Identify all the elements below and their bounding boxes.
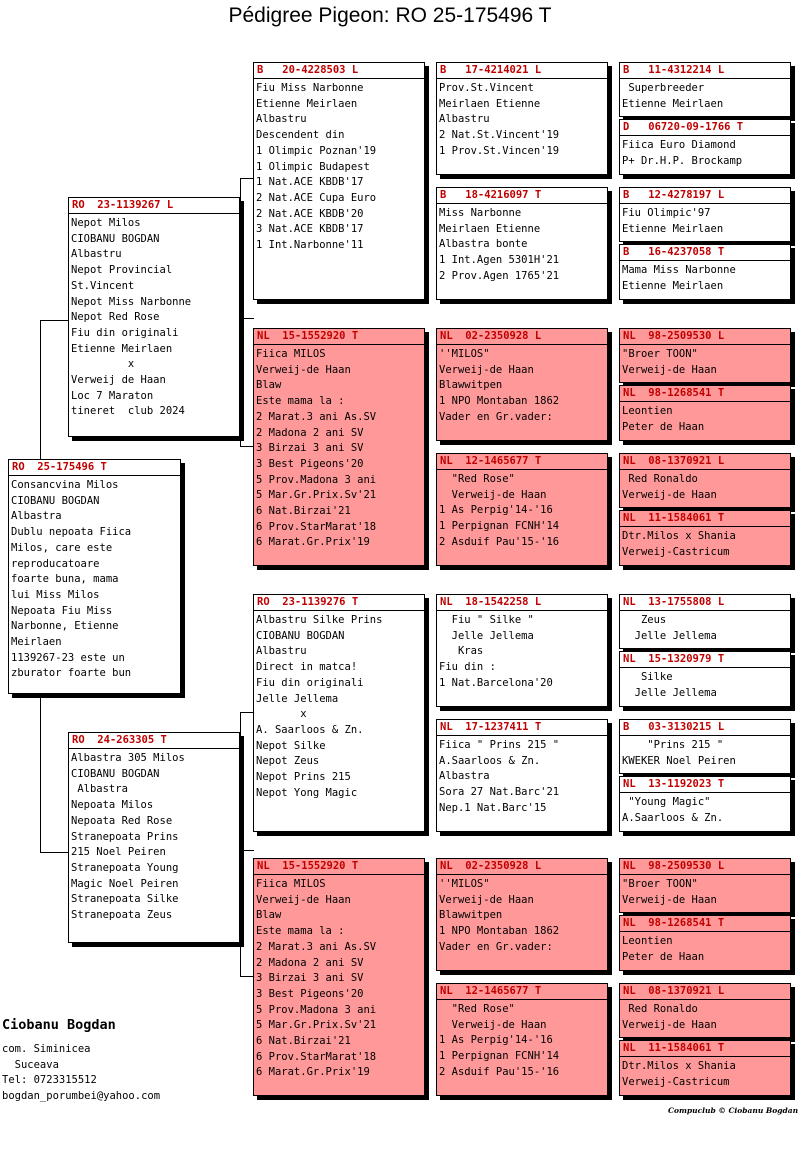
pigeon-gen5 <box>619 776 791 832</box>
pigeon-info-line: Consancvina Milos <box>11 479 119 491</box>
owner-email[interactable]: bogdan_porumbei@yahoo.com <box>2 1089 161 1102</box>
pigeon-info-line: Dtr.Milos x Shania <box>622 1060 736 1072</box>
pigeon-info-line: CIOBANU BOGDAN <box>71 767 160 780</box>
pigeon-details <box>620 206 790 237</box>
pigeon-info-line: Verweij-Castricum <box>622 1075 730 1088</box>
ring-number: NL 12-1465677 T <box>437 454 607 470</box>
pigeon-info-line: Etienne Meirlaen <box>256 97 358 110</box>
pigeon-info-line: Verweij-de Haan <box>439 893 534 906</box>
pigeon-info-line: 6 Marat.Gr.Prix'19 <box>256 1066 370 1079</box>
pigeon-info-line: Leontien <box>622 405 673 417</box>
pigeon-details <box>437 738 607 817</box>
pigeon-gen5 <box>619 187 791 242</box>
pigeon-info-line: reproducatoare <box>11 557 100 570</box>
pigeon-info-line: 5 Mar.Gr.Prix.Sv'21 <box>256 1019 377 1032</box>
pigeon-info-line: Albastra <box>439 770 490 783</box>
pigeon-info-line: 5 Prov.Madona 3 ani <box>256 1003 377 1016</box>
pigeon-details <box>254 613 424 801</box>
pigeon-info-line: Albastru <box>439 113 490 126</box>
pigeon-info-line: Meirlaen Etienne <box>439 222 541 235</box>
pigeon-info-line: 5 Mar.Gr.Prix.Sv'21 <box>256 489 377 502</box>
pigeon-details <box>437 206 607 285</box>
pigeon-info-line: St.Vincent <box>71 279 135 292</box>
pigeon-gen5 <box>619 453 791 508</box>
pigeon-info-line: 6 Prov.StarMarat'18 <box>256 520 377 533</box>
pigeon-info-line: 1 Perpignan FCNH'14 <box>439 1050 560 1063</box>
pigeon-info-line: Leontien <box>622 935 673 947</box>
pigeon-info-line: 2 Asduif Pau'15-'16 <box>439 1065 560 1078</box>
pigeon-info-line: "Prins 215 " <box>622 739 724 751</box>
pigeon-info-line: Verweij-de Haan <box>439 363 534 376</box>
pigeon-info-line: Nepot Prins 215 <box>256 771 351 784</box>
ring-number: NL 98-2509530 L <box>620 859 790 875</box>
pigeon-info-line: Zeus <box>622 614 667 626</box>
pigeon-gen4 <box>436 719 608 832</box>
pigeon-info-line: "Red Rose" <box>439 473 515 485</box>
pigeon-info-line: Etienne Meirlaen <box>622 97 724 110</box>
pigeon-details <box>437 81 607 160</box>
pigeon-info-line: 3 Birzai 3 ani SV <box>256 442 364 455</box>
pigeon-details <box>69 216 239 420</box>
pigeon-info-line: Nepoata Fiu Miss <box>11 604 113 617</box>
ring-number: B 17-4214021 L <box>437 63 607 79</box>
pigeon-info-line: Fiu din originali <box>256 676 364 689</box>
pigeon-info-line: A. Saarloos & Zn. <box>256 723 364 736</box>
pigeon-details <box>620 877 790 908</box>
pigeon-subject <box>8 459 181 694</box>
pigeon-gen5 <box>619 244 791 300</box>
connector <box>240 318 241 446</box>
pigeon-info-line: Nepot Provincial <box>71 264 173 277</box>
pigeon-info-line: Narbonne, Etienne <box>11 620 119 633</box>
software-credit: Compuclub © Ciobanu Bogdan <box>668 1106 799 1115</box>
pigeon-info-line: Este mama la : <box>256 925 345 938</box>
pigeon-info-line: Fiu Olimpic'97 <box>622 207 711 219</box>
pigeon-info-line: 1 Olimpic Poznan'19 <box>256 144 377 157</box>
pigeon-info-line: tineret club 2024 <box>71 405 185 418</box>
pigeon-info-line: 6 Nat.Birzai'21 <box>256 505 351 518</box>
connector <box>40 852 70 853</box>
pigeon-details <box>437 613 607 692</box>
owner-address: com. Siminicea <box>2 1043 91 1055</box>
ring-number: NL 12-1465677 T <box>437 984 607 1000</box>
pigeon-info-line: Fiica MILOS <box>256 348 326 360</box>
ring-number: NL 18-1542258 L <box>437 595 607 611</box>
pigeon-info-line: Albastra <box>71 783 128 796</box>
pigeon-info-line: Peter de Haan <box>622 420 705 433</box>
ring-number: NL 02-2350928 L <box>437 329 607 345</box>
pigeon-sire-sire <box>253 62 425 300</box>
pigeon-info-line: CIOBANU BOGDAN <box>11 494 100 507</box>
pigeon-info-line: Verweij de Haan <box>71 374 166 387</box>
pigeon-gen4 <box>436 328 608 441</box>
pigeon-info-line: Nepoata Red Rose <box>71 814 173 827</box>
pigeon-details <box>620 795 790 826</box>
connector <box>240 976 254 977</box>
pigeon-info-line: Stranepoata Silke <box>71 893 179 906</box>
pigeon-info-line: Albastru Silke Prins <box>256 614 383 626</box>
pigeon-info-line: 1 Nat.Barcelona'20 <box>439 676 553 689</box>
pigeon-info-line: "Broer TOON" <box>622 878 698 890</box>
pigeon-info-line: Verweij-Castricum <box>622 545 730 558</box>
pigeon-gen4 <box>436 983 608 1096</box>
ring-number: NL 98-1268541 T <box>620 386 790 402</box>
pigeon-info-line: Magic Noel Peiren <box>71 877 179 890</box>
pigeon-info-line: Este mama la : <box>256 395 345 408</box>
pigeon-info-line: Red Ronaldo <box>622 1003 698 1015</box>
owner-city: Suceava <box>2 1058 59 1071</box>
pigeon-info-line: 2 Asduif Pau'15-'16 <box>439 535 560 548</box>
pigeon-info-line: "Broer TOON" <box>622 348 698 360</box>
pigeon-info-line: Verweij-de Haan <box>439 488 547 501</box>
pigeon-gen5 <box>619 119 791 175</box>
ring-number: NL 08-1370921 L <box>620 984 790 1000</box>
ring-number: RO 23-1139276 T <box>254 595 424 611</box>
pigeon-info-line: Milos, care este <box>11 541 113 554</box>
pigeon-gen5 <box>619 983 791 1038</box>
pigeon-info-line: Stranepoata Prins <box>71 830 179 843</box>
pigeon-info-line: Albastra 305 Milos <box>71 752 185 764</box>
pigeon-gen5 <box>619 594 791 649</box>
pigeon-info-line: A.Saarloos & Zn. <box>622 811 724 824</box>
pigeon-info-line: 5 Prov.Madona 3 ani <box>256 473 377 486</box>
pigeon-info-line: Nepot Zeus <box>256 755 320 768</box>
owner-name: Ciobanu Bogdan <box>2 1017 116 1033</box>
pigeon-details <box>620 529 790 560</box>
pigeon-info-line: Nepoata Milos <box>71 799 154 812</box>
ring-number: NL 98-2509530 L <box>620 329 790 345</box>
pigeon-info-line: Silke <box>622 671 673 683</box>
pigeon-info-line: P+ Dr.H.P. Brockamp <box>622 154 743 167</box>
pigeon-info-line: Verweij-de Haan <box>622 363 717 376</box>
pigeon-details <box>620 472 790 503</box>
ring-number: D 06720-09-1766 T <box>620 120 790 136</box>
pigeon-details <box>69 751 239 924</box>
ring-number: NL 11-1584061 T <box>620 511 790 527</box>
pigeon-info-line: Direct in matca! <box>256 661 358 674</box>
pigeon-info-line: Fiica MILOS <box>256 878 326 890</box>
pigeon-info-line: Jelle Jellema <box>622 629 717 642</box>
pigeon-gen5 <box>619 651 791 707</box>
pigeon-info-line: Sora 27 Nat.Barc'21 <box>439 786 560 799</box>
connector <box>240 850 254 851</box>
ring-number: NL 15-1320979 T <box>620 652 790 668</box>
pigeon-gen4 <box>436 858 608 971</box>
pigeon-info-line: Kras <box>439 645 484 658</box>
pigeon-info-line: Verweij-de Haan <box>256 363 351 376</box>
pigeon-info-line: "Red Rose" <box>439 1003 515 1015</box>
pigeon-info-line: 1 Olimpic Budapest <box>256 160 370 173</box>
pigeon-info-line: 2 Nat.ACE KBDB'20 <box>256 207 364 220</box>
pigeon-info-line: 3 Nat.ACE KBDB'17 <box>256 223 364 236</box>
pigeon-info-line: 2 Marat.3 ani As.SV <box>256 410 377 423</box>
pigeon-info-line: CIOBANU BOGDAN <box>256 629 345 642</box>
pigeon-info-line: Dtr.Milos x Shania <box>622 530 736 542</box>
pigeon-info-line: Descendent din <box>256 129 345 142</box>
pigeon-details <box>620 138 790 169</box>
connector <box>40 694 41 852</box>
pigeon-info-line: 2 Madona 2 ani SV <box>256 426 364 439</box>
pigeon-details <box>254 347 424 551</box>
pigeon-details <box>620 1002 790 1033</box>
pigeon-info-line: 1 Perpignan FCNH'14 <box>439 520 560 533</box>
ring-number: B 16-4237058 T <box>620 245 790 261</box>
pigeon-details <box>620 263 790 294</box>
pigeon-info-line: Vader en Gr.vader: <box>439 940 553 953</box>
page-title: Pédigree Pigeon: RO 25-175496 T <box>228 4 552 27</box>
pigeon-info-line: 3 Best Pigeons'20 <box>256 987 364 1000</box>
pigeon-gen4 <box>436 594 608 707</box>
pigeon-info-line: Fiu din : <box>439 661 496 674</box>
pigeon-info-line: foarte buna, mama <box>11 573 119 586</box>
pigeon-info-line: Fiu din originali <box>71 326 179 339</box>
connector <box>240 178 254 179</box>
pigeon-info-line: Nep.1 Nat.Barc'15 <box>439 801 547 814</box>
pigeon-info-line: 1 NPO Montaban 1862 <box>439 395 560 408</box>
pigeon-info-line: Blaw <box>256 909 282 922</box>
pigeon-gen5 <box>619 719 791 774</box>
ring-number: NL 11-1584061 T <box>620 1041 790 1057</box>
ring-number: B 12-4278197 L <box>620 188 790 204</box>
pigeon-info-line: 2 Marat.3 ani As.SV <box>256 940 377 953</box>
pigeon-info-line: 1 Nat.ACE KBDB'17 <box>256 176 364 189</box>
pigeon-info-line: Loc 7 Maraton <box>71 389 154 402</box>
pigeon-info-line: 2 Nat.ACE Cupa Euro <box>256 191 377 204</box>
pigeon-info-line: Verweij-de Haan <box>256 893 351 906</box>
pigeon-info-line: KWEKER Noel Peiren <box>622 754 736 767</box>
connector <box>240 712 254 713</box>
pigeon-info-line: Blaw <box>256 379 282 392</box>
connector <box>240 318 254 319</box>
ring-number: B 20-4228503 L <box>254 63 424 79</box>
ring-number: RO 23-1139267 L <box>69 198 239 214</box>
pigeon-info-line: 6 Marat.Gr.Prix'19 <box>256 536 370 549</box>
pigeon-info-line: Etienne Meirlaen <box>622 279 724 292</box>
ring-number: NL 08-1370921 L <box>620 454 790 470</box>
pigeon-info-line: x <box>71 358 135 371</box>
pigeon-info-line: Peter de Haan <box>622 950 705 963</box>
pigeon-details <box>254 81 424 254</box>
pigeon-details <box>620 1059 790 1090</box>
pigeon-gen5 <box>619 385 791 441</box>
pigeon-info-line: Fiica Euro Diamond <box>622 139 736 151</box>
pigeon-gen5 <box>619 915 791 971</box>
pigeon-info-line: 3 Birzai 3 ani SV <box>256 972 364 985</box>
pigeon-sire <box>68 197 240 437</box>
pigeon-gen4 <box>436 453 608 566</box>
pigeon-info-line: Stranepoata Young <box>71 861 179 874</box>
pigeon-info-line: Prov.St.Vincent <box>439 82 534 94</box>
pigeon-info-line: 215 Noel Peiren <box>71 846 166 859</box>
pigeon-info-line: Etienne Meirlaen <box>71 342 173 355</box>
pigeon-gen5 <box>619 858 791 913</box>
pigeon-dam-dam <box>253 858 425 1096</box>
pigeon-info-line: Albastru <box>71 248 122 261</box>
pigeon-info-line: Verweij-de Haan <box>622 488 717 501</box>
pigeon-info-line: lui Miss Milos <box>11 588 100 601</box>
pigeon-gen5 <box>619 1040 791 1096</box>
pigeon-info-line: Fiu Miss Narbonne <box>256 82 364 94</box>
pigeon-info-line: 1 Prov.St.Vincen'19 <box>439 144 560 157</box>
pigeon-info-line: Jelle Jellema <box>256 692 339 705</box>
pigeon-info-line: Meirlaen Etienne <box>439 97 541 110</box>
pigeon-dam-sire <box>253 594 425 832</box>
connector <box>40 320 70 321</box>
pigeon-info-line: Albastru <box>256 645 307 658</box>
pigeon-sire-dam <box>253 328 425 566</box>
pigeon-info-line: Miss Narbonne <box>439 207 522 219</box>
pigeon-info-line: 6 Nat.Birzai'21 <box>256 1035 351 1048</box>
pigeon-info-line: Fiica " Prins 215 " <box>439 739 560 751</box>
pigeon-dam <box>68 732 240 943</box>
pigeon-info-line: Superbreeder <box>622 82 705 94</box>
pigeon-info-line: Nepot Milos <box>71 217 141 229</box>
ring-number: NL 15-1552920 T <box>254 859 424 875</box>
pigeon-info-line: Albastru <box>256 113 307 126</box>
pigeon-details <box>620 670 790 701</box>
ring-number: NL 15-1552920 T <box>254 329 424 345</box>
connector <box>240 178 241 318</box>
pigeon-gen5 <box>619 62 791 117</box>
pigeon-info-line: CIOBANU BOGDAN <box>71 232 160 245</box>
pigeon-info-line: Jelle Jellema <box>622 686 717 699</box>
pigeon-details <box>620 613 790 644</box>
pigeon-info-line: A.Saarloos & Zn. <box>439 754 541 767</box>
pigeon-info-line: ''MILOS" <box>439 348 490 360</box>
pigeon-info-line: Stranepoata Zeus <box>71 909 173 922</box>
owner-phone: Tel: 0723315512 <box>2 1074 97 1086</box>
pigeon-gen4 <box>436 62 608 175</box>
pigeon-info-line: 6 Prov.StarMarat'18 <box>256 1050 377 1063</box>
pigeon-info-line: Blawwitpen <box>439 909 503 922</box>
pigeon-info-line: 3 Best Pigeons'20 <box>256 457 364 470</box>
pigeon-details <box>620 404 790 435</box>
pigeon-info-line: 2 Nat.St.Vincent'19 <box>439 129 560 142</box>
pigeon-details <box>620 738 790 769</box>
pigeon-gen5 <box>619 328 791 383</box>
pigeon-info-line: 1 As Perpig'14-'16 <box>439 504 553 517</box>
pigeon-info-line: Nepot Miss Narbonne <box>71 295 192 308</box>
ring-number: NL 13-1192023 T <box>620 777 790 793</box>
pigeon-info-line: Nepot Red Rose <box>71 311 160 324</box>
pigeon-info-line: 1 As Perpig'14-'16 <box>439 1034 553 1047</box>
pigeon-details <box>254 877 424 1081</box>
pigeon-details <box>620 81 790 112</box>
ring-number: NL 02-2350928 L <box>437 859 607 875</box>
pigeon-info-line: Nepot Silke <box>256 739 326 752</box>
connector <box>240 446 254 447</box>
pigeon-gen4 <box>436 187 608 300</box>
pigeon-info-line: Fiu " Silke " <box>439 614 534 626</box>
pigeon-info-line: 1 Int.Agen 5301H'21 <box>439 254 560 267</box>
pigeon-details <box>437 877 607 956</box>
pigeon-info-line: 1 Int.Narbonne'11 <box>256 239 364 252</box>
pigeon-info-line: Verweij-de Haan <box>439 1018 547 1031</box>
ring-number: RO 25-175496 T <box>9 460 180 476</box>
pigeon-gen5 <box>619 510 791 566</box>
pigeon-info-line: Meirlaen <box>11 636 62 649</box>
pigeon-details <box>437 472 607 551</box>
ring-number: NL 98-1268541 T <box>620 916 790 932</box>
pigeon-info-line: ''MILOS" <box>439 878 490 890</box>
pigeon-info-line: 1139267-23 este un <box>11 651 125 664</box>
pigeon-info-line: Blawwitpen <box>439 379 503 392</box>
ring-number: B 03-3130215 L <box>620 720 790 736</box>
ring-number: NL 13-1755808 L <box>620 595 790 611</box>
pigeon-details <box>620 347 790 378</box>
pigeon-info-line: Vader en Gr.vader: <box>439 410 553 423</box>
connector <box>40 320 41 462</box>
pigeon-info-line: x <box>256 708 307 721</box>
pigeon-info-line: Verweij-de Haan <box>622 893 717 906</box>
ring-number: B 11-4312214 L <box>620 63 790 79</box>
pigeon-info-line: Mama Miss Narbonne <box>622 264 736 276</box>
pigeon-details <box>9 478 180 682</box>
pigeon-info-line: zburator foarte bun <box>11 667 132 680</box>
pigeon-info-line: Etienne Meirlaen <box>622 222 724 235</box>
pigeon-info-line: 2 Madona 2 ani SV <box>256 956 364 969</box>
ring-number: B 18-4216097 T <box>437 188 607 204</box>
pigeon-details <box>620 934 790 965</box>
pigeon-info-line: Albastra <box>11 510 62 523</box>
pigeon-info-line: "Young Magic" <box>622 796 711 808</box>
ring-number: RO 24-263305 T <box>69 733 239 749</box>
pigeon-details <box>437 347 607 426</box>
pigeon-info-line: Nepot Yong Magic <box>256 786 358 799</box>
pigeon-info-line: 1 NPO Montaban 1862 <box>439 925 560 938</box>
connector <box>240 712 241 850</box>
pigeon-info-line: Dublu nepoata Fiica <box>11 526 132 539</box>
pigeon-info-line: Albastra bonte <box>439 238 528 251</box>
owner-info <box>2 1016 160 1104</box>
pigeon-info-line: Verweij-de Haan <box>622 1018 717 1031</box>
pigeon-info-line: 2 Prov.Agen 1765'21 <box>439 269 560 282</box>
pigeon-info-line: Jelle Jellema <box>439 629 534 642</box>
connector <box>240 850 241 976</box>
pigeon-info-line: Red Ronaldo <box>622 473 698 485</box>
pigeon-details <box>437 1002 607 1081</box>
ring-number: NL 17-1237411 T <box>437 720 607 736</box>
